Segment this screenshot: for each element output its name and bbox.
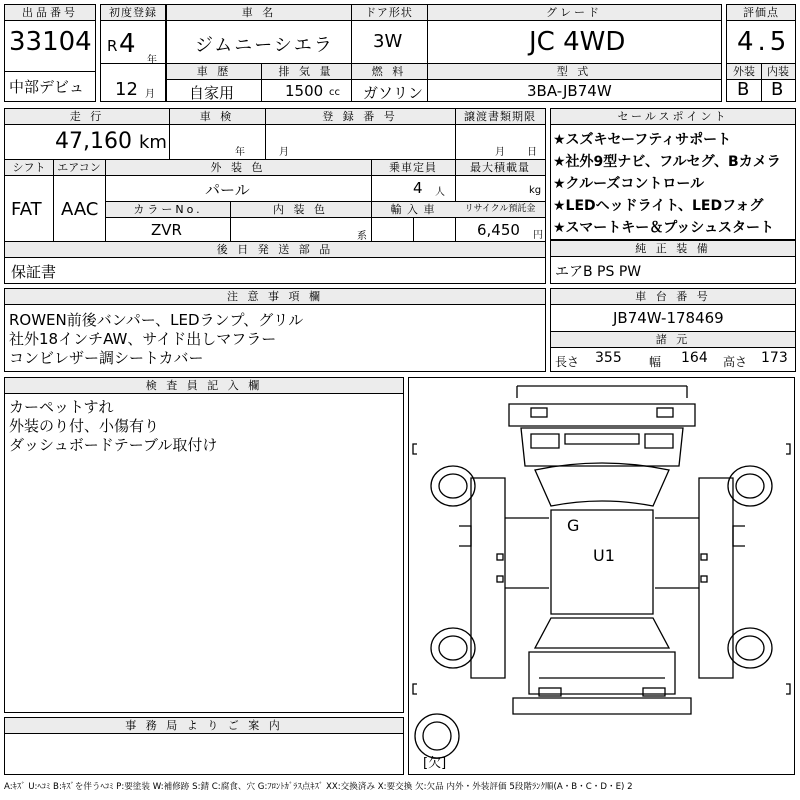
ext-color: パール xyxy=(205,181,250,199)
width: 164 xyxy=(681,350,708,366)
ext-color-label: 外 装 色 xyxy=(105,160,371,176)
mileage-unit: km xyxy=(139,132,167,153)
chassis-label: 車 台 番 号 xyxy=(551,289,795,305)
length-label: 長さ xyxy=(555,355,580,369)
car-outline xyxy=(409,378,794,774)
inspection-month: 月 xyxy=(279,147,289,158)
reg-no-label: 登 録 番 号 xyxy=(265,109,455,125)
equipment-box xyxy=(550,240,796,284)
sales-point-1: ★スズキセーフティサポート xyxy=(553,132,732,148)
inspector-note-3: ダッシュボードテーブル取付け xyxy=(9,436,218,454)
score-label: 評価点 xyxy=(727,5,795,21)
sales-point-5: ★スマートキー＆プッシュスタート xyxy=(553,220,775,236)
displacement-unit: cc xyxy=(329,87,340,98)
year-unit: 年 xyxy=(147,55,157,66)
ext-grade-label: 外装 xyxy=(727,64,761,80)
office-label: 事 務 局 よ り ご 案 内 xyxy=(5,718,403,734)
era: R xyxy=(107,37,118,55)
missing-mark: [欠] xyxy=(423,756,447,771)
color-no-label: カラーNo. xyxy=(106,202,230,218)
car-info-box xyxy=(166,4,722,102)
history: 自家用 xyxy=(189,84,235,102)
height: 173 xyxy=(761,350,788,366)
debut-text: 中部デビュ xyxy=(9,78,85,96)
equipment-label: 純 正 装 備 xyxy=(551,241,795,257)
model-label: 型 式 xyxy=(427,64,721,80)
notes-box xyxy=(4,288,546,372)
door-label: ドア形状 xyxy=(351,5,427,21)
recycle-fee: 6,450 xyxy=(477,221,520,239)
model-code: 3BA-JB74W xyxy=(527,82,612,100)
note-2: 社外18インチAW、サイド出しマフラー xyxy=(9,330,277,348)
office-box xyxy=(4,717,404,775)
mileage-label: 走 行 xyxy=(5,109,169,125)
color-no: ZVR xyxy=(151,221,182,239)
history-label: 車 歴 xyxy=(167,64,261,80)
score: 4.5 xyxy=(737,27,791,57)
first-registration-box xyxy=(100,4,166,102)
spec-table xyxy=(4,108,546,284)
transfer-day: 日 xyxy=(527,147,537,158)
displacement: 1500 xyxy=(285,82,324,100)
inspection-year: 年 xyxy=(235,147,245,158)
int-grade: B xyxy=(771,79,784,100)
car-name-label: 車 名 xyxy=(167,5,351,21)
chassis-number: JB74W-178469 xyxy=(613,309,724,327)
inspection-label: 車 検 xyxy=(169,109,265,125)
later-parts: 保証書 xyxy=(11,263,57,281)
chassis-box xyxy=(550,288,796,372)
ac-label: エアコン xyxy=(53,160,105,176)
sales-points-box xyxy=(550,108,796,240)
ac: AAC xyxy=(61,199,99,220)
grade-label: グレード xyxy=(427,5,721,21)
dims-label: 諸 元 xyxy=(551,332,795,348)
transfer-label: 譲渡書類期限 xyxy=(455,109,545,125)
reg-month: 12 xyxy=(115,79,138,100)
width-label: 幅 xyxy=(649,355,662,369)
note-3: コンビレザー調シートカバー xyxy=(9,349,204,367)
reg-year: 4 xyxy=(119,29,136,59)
note-1: ROWEN前後バンパー、LEDランプ、グリル xyxy=(9,311,304,329)
recycle-unit: 円 xyxy=(533,230,543,241)
equipment: エアB PS PW xyxy=(555,264,642,280)
month-unit: 月 xyxy=(145,89,155,100)
length: 355 xyxy=(595,350,622,366)
lot-number: 33104 xyxy=(9,27,92,57)
sales-point-2: ★社外9型ナビ、フルセグ、Bカメラ xyxy=(553,154,781,170)
inspector-box xyxy=(4,377,404,713)
grade: JC 4WD xyxy=(529,27,626,57)
sales-point-3: ★クルーズコントロール xyxy=(553,176,705,192)
load-unit: kg xyxy=(529,185,542,196)
later-parts-label: 後 日 発 送 部 品 xyxy=(5,242,545,258)
sales-points-label: セールスポイント xyxy=(551,109,795,125)
damage-mark-g: G xyxy=(567,516,580,535)
inspector-note-1: カーペットすれ xyxy=(9,398,114,416)
ext-grade: B xyxy=(737,79,750,100)
fuel-label: 燃 料 xyxy=(351,64,427,80)
lot-box xyxy=(4,4,96,102)
door-type: 3W xyxy=(373,31,403,52)
displacement-label: 排 気 量 xyxy=(261,64,351,80)
fuel: ガソリン xyxy=(363,84,424,102)
capacity: 4 xyxy=(413,179,423,197)
mileage: 47,160 xyxy=(55,129,132,154)
lot-label: 出品番号 xyxy=(5,5,95,21)
import-label: 輸 入 車 xyxy=(371,202,455,218)
height-label: 高さ xyxy=(723,355,748,369)
int-color-label: 内 装 色 xyxy=(230,202,371,218)
shift-label: シフト xyxy=(5,160,53,176)
int-color-unit: 系 xyxy=(357,231,367,242)
car-damage-diagram xyxy=(408,377,795,775)
recycle-label: リサイクル預託金 xyxy=(455,202,545,218)
legend: A:ｷｽﾞ U:ﾍｺﾐ B:ｷｽﾞを伴うﾍｺﾐ P:要塗装 W:補修跡 S:錆 C:腐食、穴 G:ﾌﾛﾝﾄｶﾞﾗｽ点ｷｽﾞ XX:交換済み X:要交換 欠:欠品 内外・外装評価 5段階ﾗﾝｸ順(A・B・C・D・E) 2 xyxy=(4,782,633,792)
inspector-note-2: 外装のり付、小傷有り xyxy=(9,417,160,435)
score-box xyxy=(726,4,796,102)
first-reg-label: 初度登録 xyxy=(101,5,165,21)
shift: FAT xyxy=(11,199,42,220)
car-name: ジムニーシエラ xyxy=(195,35,334,56)
damage-mark-u1: U1 xyxy=(593,546,615,565)
capacity-unit: 人 xyxy=(435,187,445,198)
sales-point-4: ★LEDヘッドライト、LEDフォグ xyxy=(553,198,764,214)
notes-label: 注 意 事 項 欄 xyxy=(5,289,545,305)
capacity-label: 乗車定員 xyxy=(371,160,455,176)
transfer-month: 月 xyxy=(495,147,505,158)
load-label: 最大積載量 xyxy=(455,160,545,176)
int-grade-label: 内装 xyxy=(761,64,795,80)
inspector-label: 検 査 員 記 入 欄 xyxy=(5,378,403,394)
